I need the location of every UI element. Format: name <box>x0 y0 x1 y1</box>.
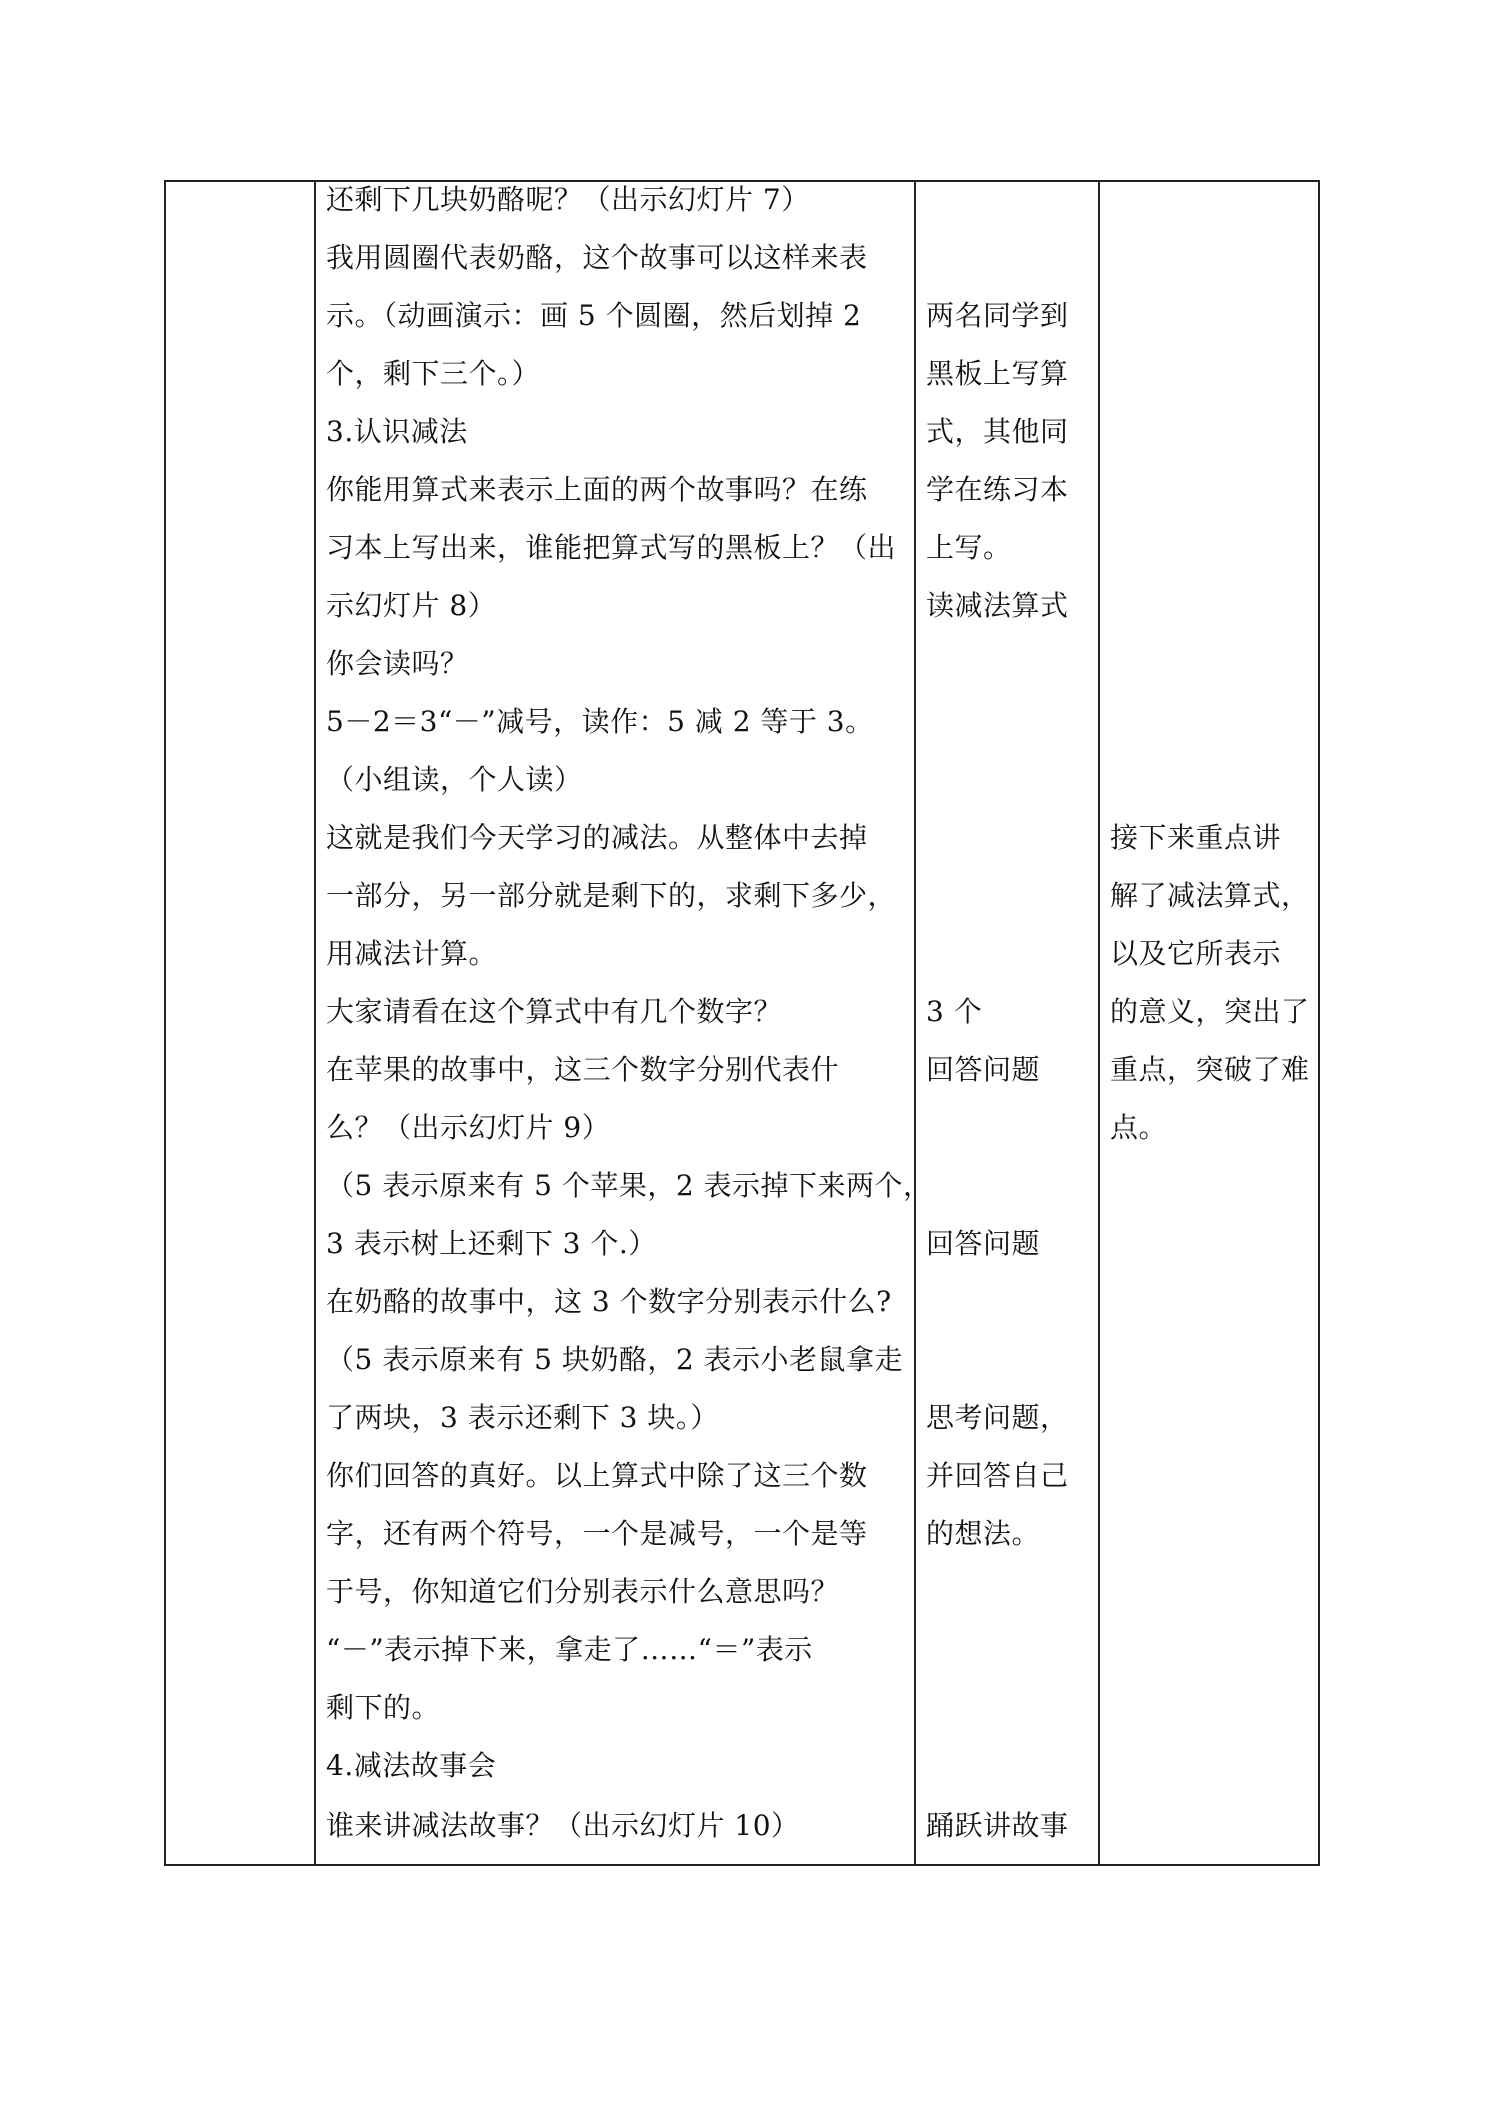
text-line: 了两块，3 表示还剩下 3 块。） <box>326 1401 719 1434</box>
text-line: 解了减法算式， <box>1110 879 1310 912</box>
text-line: 5－2＝3“－”减号，读作：5 减 2 等于 3。 <box>326 705 874 738</box>
section-heading: 3.认识减法 <box>326 415 468 448</box>
column-divider <box>314 182 316 1864</box>
text-line: 在奶酪的故事中，这 3 个数字分别表示什么? <box>326 1285 892 1318</box>
text-line: （5 表示原来有 5 块奶酪，2 表示小老鼠拿走 <box>326 1343 904 1376</box>
text-line: 两名同学到 <box>926 299 1069 332</box>
text-line: 你能用算式来表示上面的两个故事吗？在练 <box>326 473 868 506</box>
text-line: 接下来重点讲 <box>1110 821 1282 854</box>
text-line: 么？（出示幻灯片 9） <box>326 1111 611 1144</box>
text-line: （小组读，个人读） <box>326 763 583 796</box>
text-line: 踊跃讲故事 <box>926 1809 1069 1842</box>
text-line: 回答问题 <box>926 1053 1041 1086</box>
text-line: 字，还有两个符号，一个是减号，一个是等 <box>326 1517 868 1550</box>
text-line: 示。（动画演示：画 5 个圆圈，然后划掉 2 <box>326 299 862 332</box>
text-line: 这就是我们今天学习的减法。从整体中去掉 <box>326 821 868 854</box>
text-line: 的意义，突出了 <box>1110 995 1310 1028</box>
text-line: 剩下的。 <box>326 1691 441 1724</box>
text-line: 学在练习本 <box>926 473 1069 506</box>
text-line: 黑板上写算 <box>926 357 1069 390</box>
text-line: 你们回答的真好。以上算式中除了这三个数 <box>326 1459 868 1492</box>
text-line: 你会读吗？ <box>326 647 469 680</box>
text-line: 读减法算式 <box>926 589 1069 622</box>
text-line: 用减法计算。 <box>326 937 498 970</box>
column-divider <box>914 182 916 1864</box>
column-divider <box>1098 182 1100 1864</box>
text-line: 式，其他同 <box>926 415 1069 448</box>
text-line: 回答问题 <box>926 1227 1041 1260</box>
text-line: 3 个 <box>926 995 983 1028</box>
text-line: 以及它所表示 <box>1110 937 1282 970</box>
text-line: 并回答自己 <box>926 1459 1069 1492</box>
text-line: 我用圆圈代表奶酪，这个故事可以这样来表 <box>326 241 868 274</box>
text-line: 于号，你知道它们分别表示什么意思吗？ <box>326 1575 840 1608</box>
text-line: 点。 <box>1110 1111 1168 1144</box>
text-line: 重点，突破了难 <box>1110 1053 1310 1086</box>
section-heading: 4.减法故事会 <box>326 1749 497 1782</box>
text-line: 一部分，另一部分就是剩下的，求剩下多少， <box>326 879 897 912</box>
text-line: 3 表示树上还剩下 3 个.） <box>326 1227 657 1260</box>
text-line: （5 表示原来有 5 个苹果，2 表示掉下来两个， <box>326 1169 932 1202</box>
text-line: 个，剩下三个。） <box>326 357 541 390</box>
text-line: 思考问题， <box>926 1401 1069 1434</box>
text-line: 习本上写出来，谁能把算式写的黑板上？（出 <box>326 531 897 564</box>
text-line: 在苹果的故事中，这三个数字分别代表什 <box>326 1053 840 1086</box>
text-line: 的想法。 <box>926 1517 1041 1550</box>
text-line: 上写。 <box>926 531 1012 564</box>
text-line: 大家请看在这个算式中有几个数字？ <box>326 995 783 1028</box>
text-line: “－”表示掉下来，拿走了……“＝”表示 <box>326 1633 813 1666</box>
text-line: 谁来讲减法故事？（出示幻灯片 10） <box>326 1809 800 1842</box>
text-line: 示幻灯片 8） <box>326 589 497 622</box>
text-line: 还剩下几块奶酪呢？（出示幻灯片 7） <box>326 183 810 216</box>
